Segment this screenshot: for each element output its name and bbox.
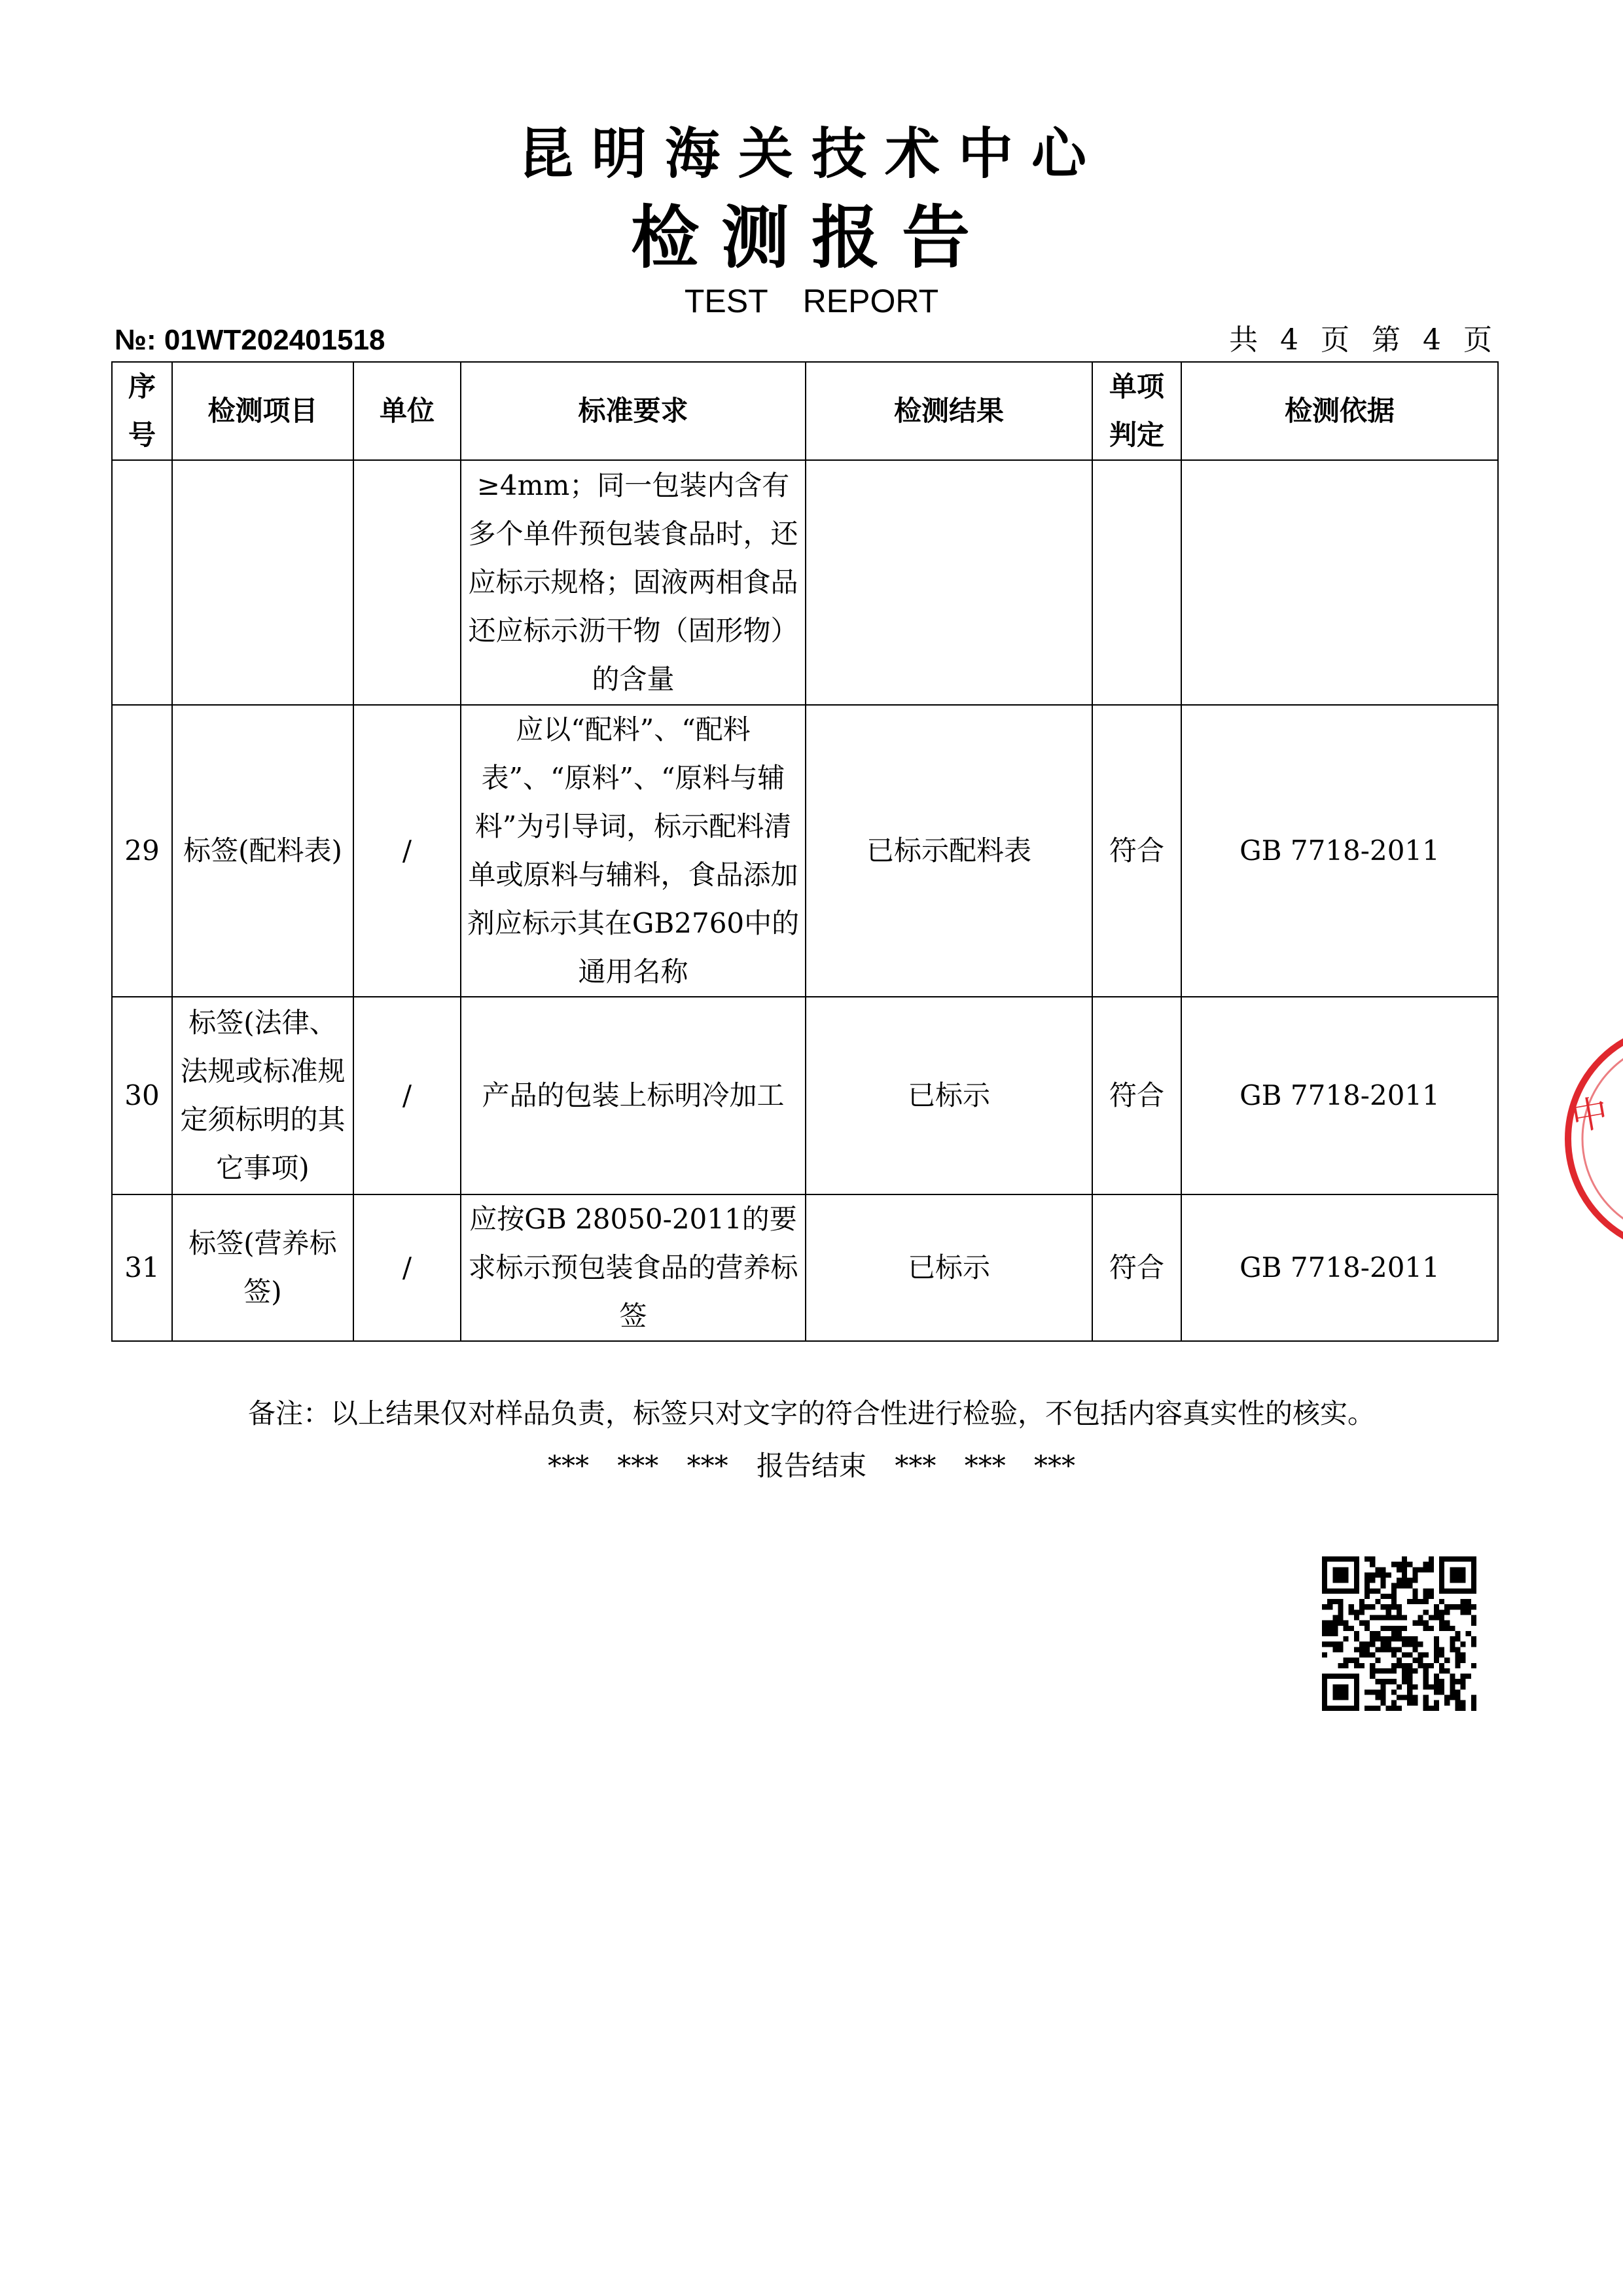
page-info: 共 4 页 第 4 页	[1229, 323, 1492, 357]
cell-judgement: 符合	[1092, 705, 1181, 997]
header-seq: 序号	[112, 362, 172, 460]
cell-seq: 31	[112, 1194, 172, 1341]
report-subtitle: TEST REPORT	[684, 283, 939, 319]
stamp-char: 中	[1567, 1091, 1612, 1140]
report-number: №: 01WT202401518	[115, 324, 385, 356]
cell-result: 已标示	[806, 1194, 1092, 1341]
cell-item: 标签(配料表)	[172, 705, 353, 997]
cell-item: 标签(营养标签)	[172, 1194, 353, 1341]
cell-unit	[353, 460, 461, 705]
org-name: 昆明海关技术中心	[518, 121, 1105, 186]
table-row	[112, 997, 1498, 1194]
table-row	[112, 1194, 1498, 1341]
header-requirement: 标准要求	[461, 362, 806, 460]
cell-item: 标签(法律、法规或标准规定须标明的其它事项)	[172, 997, 353, 1194]
cell-requirement: 产品的包装上标明冷加工	[461, 997, 806, 1194]
red-seal-icon	[1556, 1021, 1623, 1257]
cell-judgement: 符合	[1092, 1194, 1181, 1341]
cell-requirement: 应以“配料”、“配料表”、“原料”、“原料与辅料”为引导词，标示配料清单或原料与辅料，食品添加剂应标示其在GB2760中的通用名称	[461, 705, 806, 997]
cell-basis: GB 7718-2011	[1181, 997, 1498, 1194]
cell-requirement: 应按GB 28050-2011的要求标示预包装食品的营养标签	[461, 1194, 806, 1341]
cell-basis	[1181, 460, 1498, 705]
test-results-table	[111, 361, 1499, 1342]
header-basis: 检测依据	[1181, 362, 1498, 460]
cell-judgement	[1092, 460, 1181, 705]
cell-unit: /	[353, 997, 461, 1194]
header-judgement: 单项判定	[1092, 362, 1181, 460]
cell-judgement: 符合	[1092, 997, 1181, 1194]
table-row	[112, 460, 1498, 705]
cell-requirement: ≥4mm；同一包装内含有多个单件预包装食品时，还应标示规格；固液两相食品还应标示沥干物（固形物）的含量	[461, 460, 806, 705]
cell-seq: 29	[112, 705, 172, 997]
header-item: 检测项目	[172, 362, 353, 460]
cell-seq: 30	[112, 997, 172, 1194]
header-result: 检测结果	[806, 362, 1092, 460]
report-end-marker: *** *** *** 报告结束 *** *** ***	[547, 1450, 1076, 1482]
cell-seq	[112, 460, 172, 705]
cell-result	[806, 460, 1092, 705]
cell-basis: GB 7718-2011	[1181, 1194, 1498, 1341]
cell-item	[172, 460, 353, 705]
cell-unit: /	[353, 1194, 461, 1341]
cell-result: 已标示配料表	[806, 705, 1092, 997]
remarks-note: 备注：以上结果仅对样品负责，标签只对文字的符合性进行检验，不包括内容真实性的核实。	[247, 1397, 1375, 1429]
table-header-row	[112, 362, 1498, 460]
cell-unit: /	[353, 705, 461, 997]
report-title: 检测报告	[630, 197, 992, 278]
cell-result: 已标示	[806, 997, 1092, 1194]
header-unit: 单位	[353, 362, 461, 460]
cell-basis: GB 7718-2011	[1181, 705, 1498, 997]
table-row	[112, 705, 1498, 997]
qr-code-icon	[1322, 1556, 1476, 1711]
